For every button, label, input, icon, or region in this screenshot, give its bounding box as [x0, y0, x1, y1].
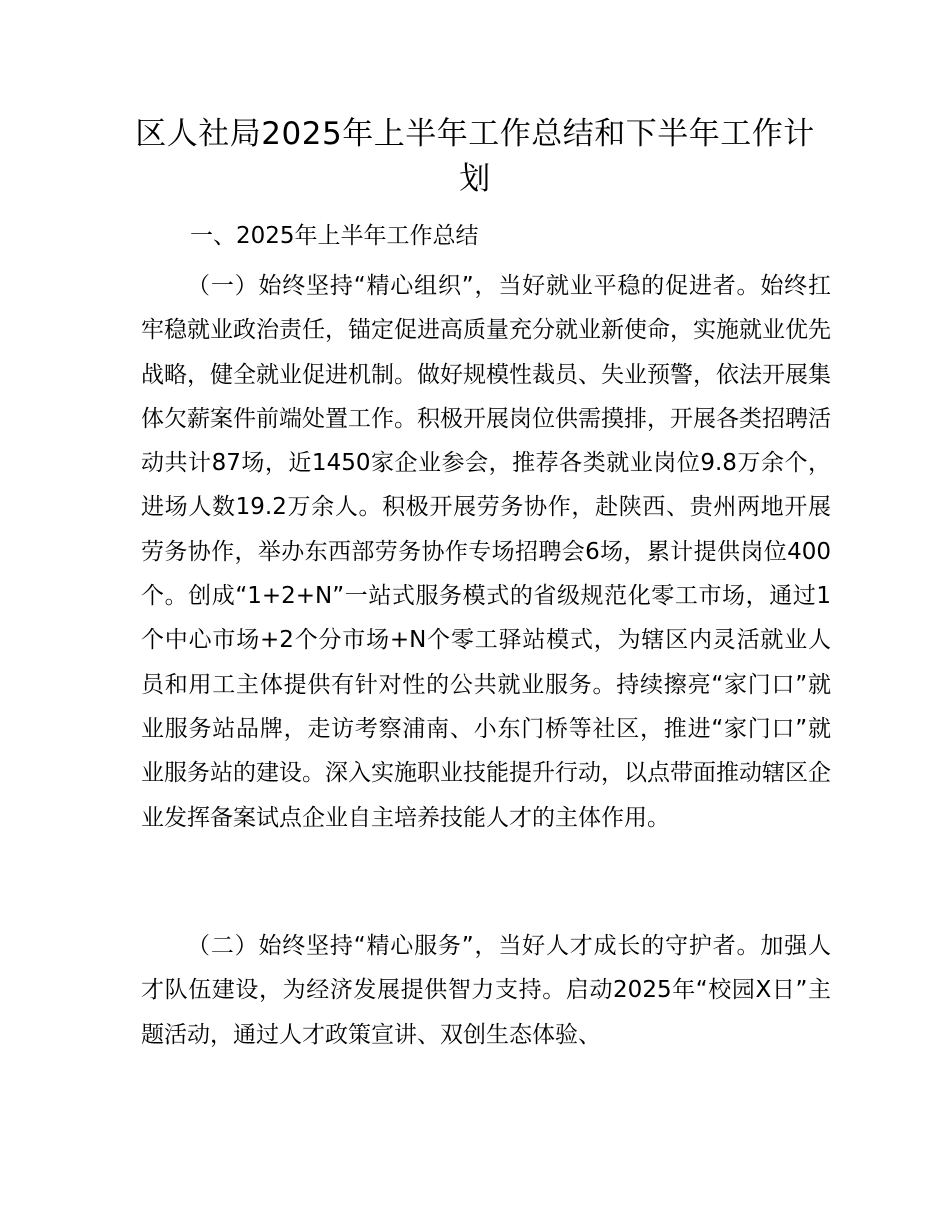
document-title: 区人社局2025年上半年工作总结和下半年工作计划 — [135, 116, 815, 197]
paragraph-talent: （二）始终坚持“精心服务”，当好人才成长的守护者。加强人才队伍建设，为经济发展提供智力支持。启动2025年“校园X日”主题活动，通过人才政策宣讲、双创生态体验、 — [141, 933, 831, 1048]
section-heading: 一、2025年上半年工作总结 — [190, 223, 479, 249]
paragraph-employment: （一）始终坚持“精心组织”，当好就业平稳的促进者。始终扛牢稳就业政治责任，锚定促进高质量充分就业新使命，实施就业优先战略，健全就业促进机制。做好规模性裁员、失业预警，依法开展集体欠薪案件前端处置工作。积极开展岗位供需摸排，开展各类招聘活动共计87场，近1450家企业参会，推荐各类就业岗位9.8万余个，进场人数19.2万余人。积极开展劳务协作，赴陕西、贵州两地开展劳务协作，举办东西部劳务协作专场招聘会6场，累计提供岗位400个。创成“1+2+N”一站式服务模式的省级规范化零工市场，通过1个中心市场+2个分市场+N个零工驿站模式，为辖区内灵活就业人员和用工主体提供有针对性的公共就业服务。持续擦亮“家门口”就业服务站品牌，走访考察浦南、小东门桥等社区，推进“家门口”就业服务站的建设。深入实施职业技能提升行动，以点带面推动辖区企业发挥备案试点企业自主培养技能人才的主体作用。 — [141, 273, 831, 831]
